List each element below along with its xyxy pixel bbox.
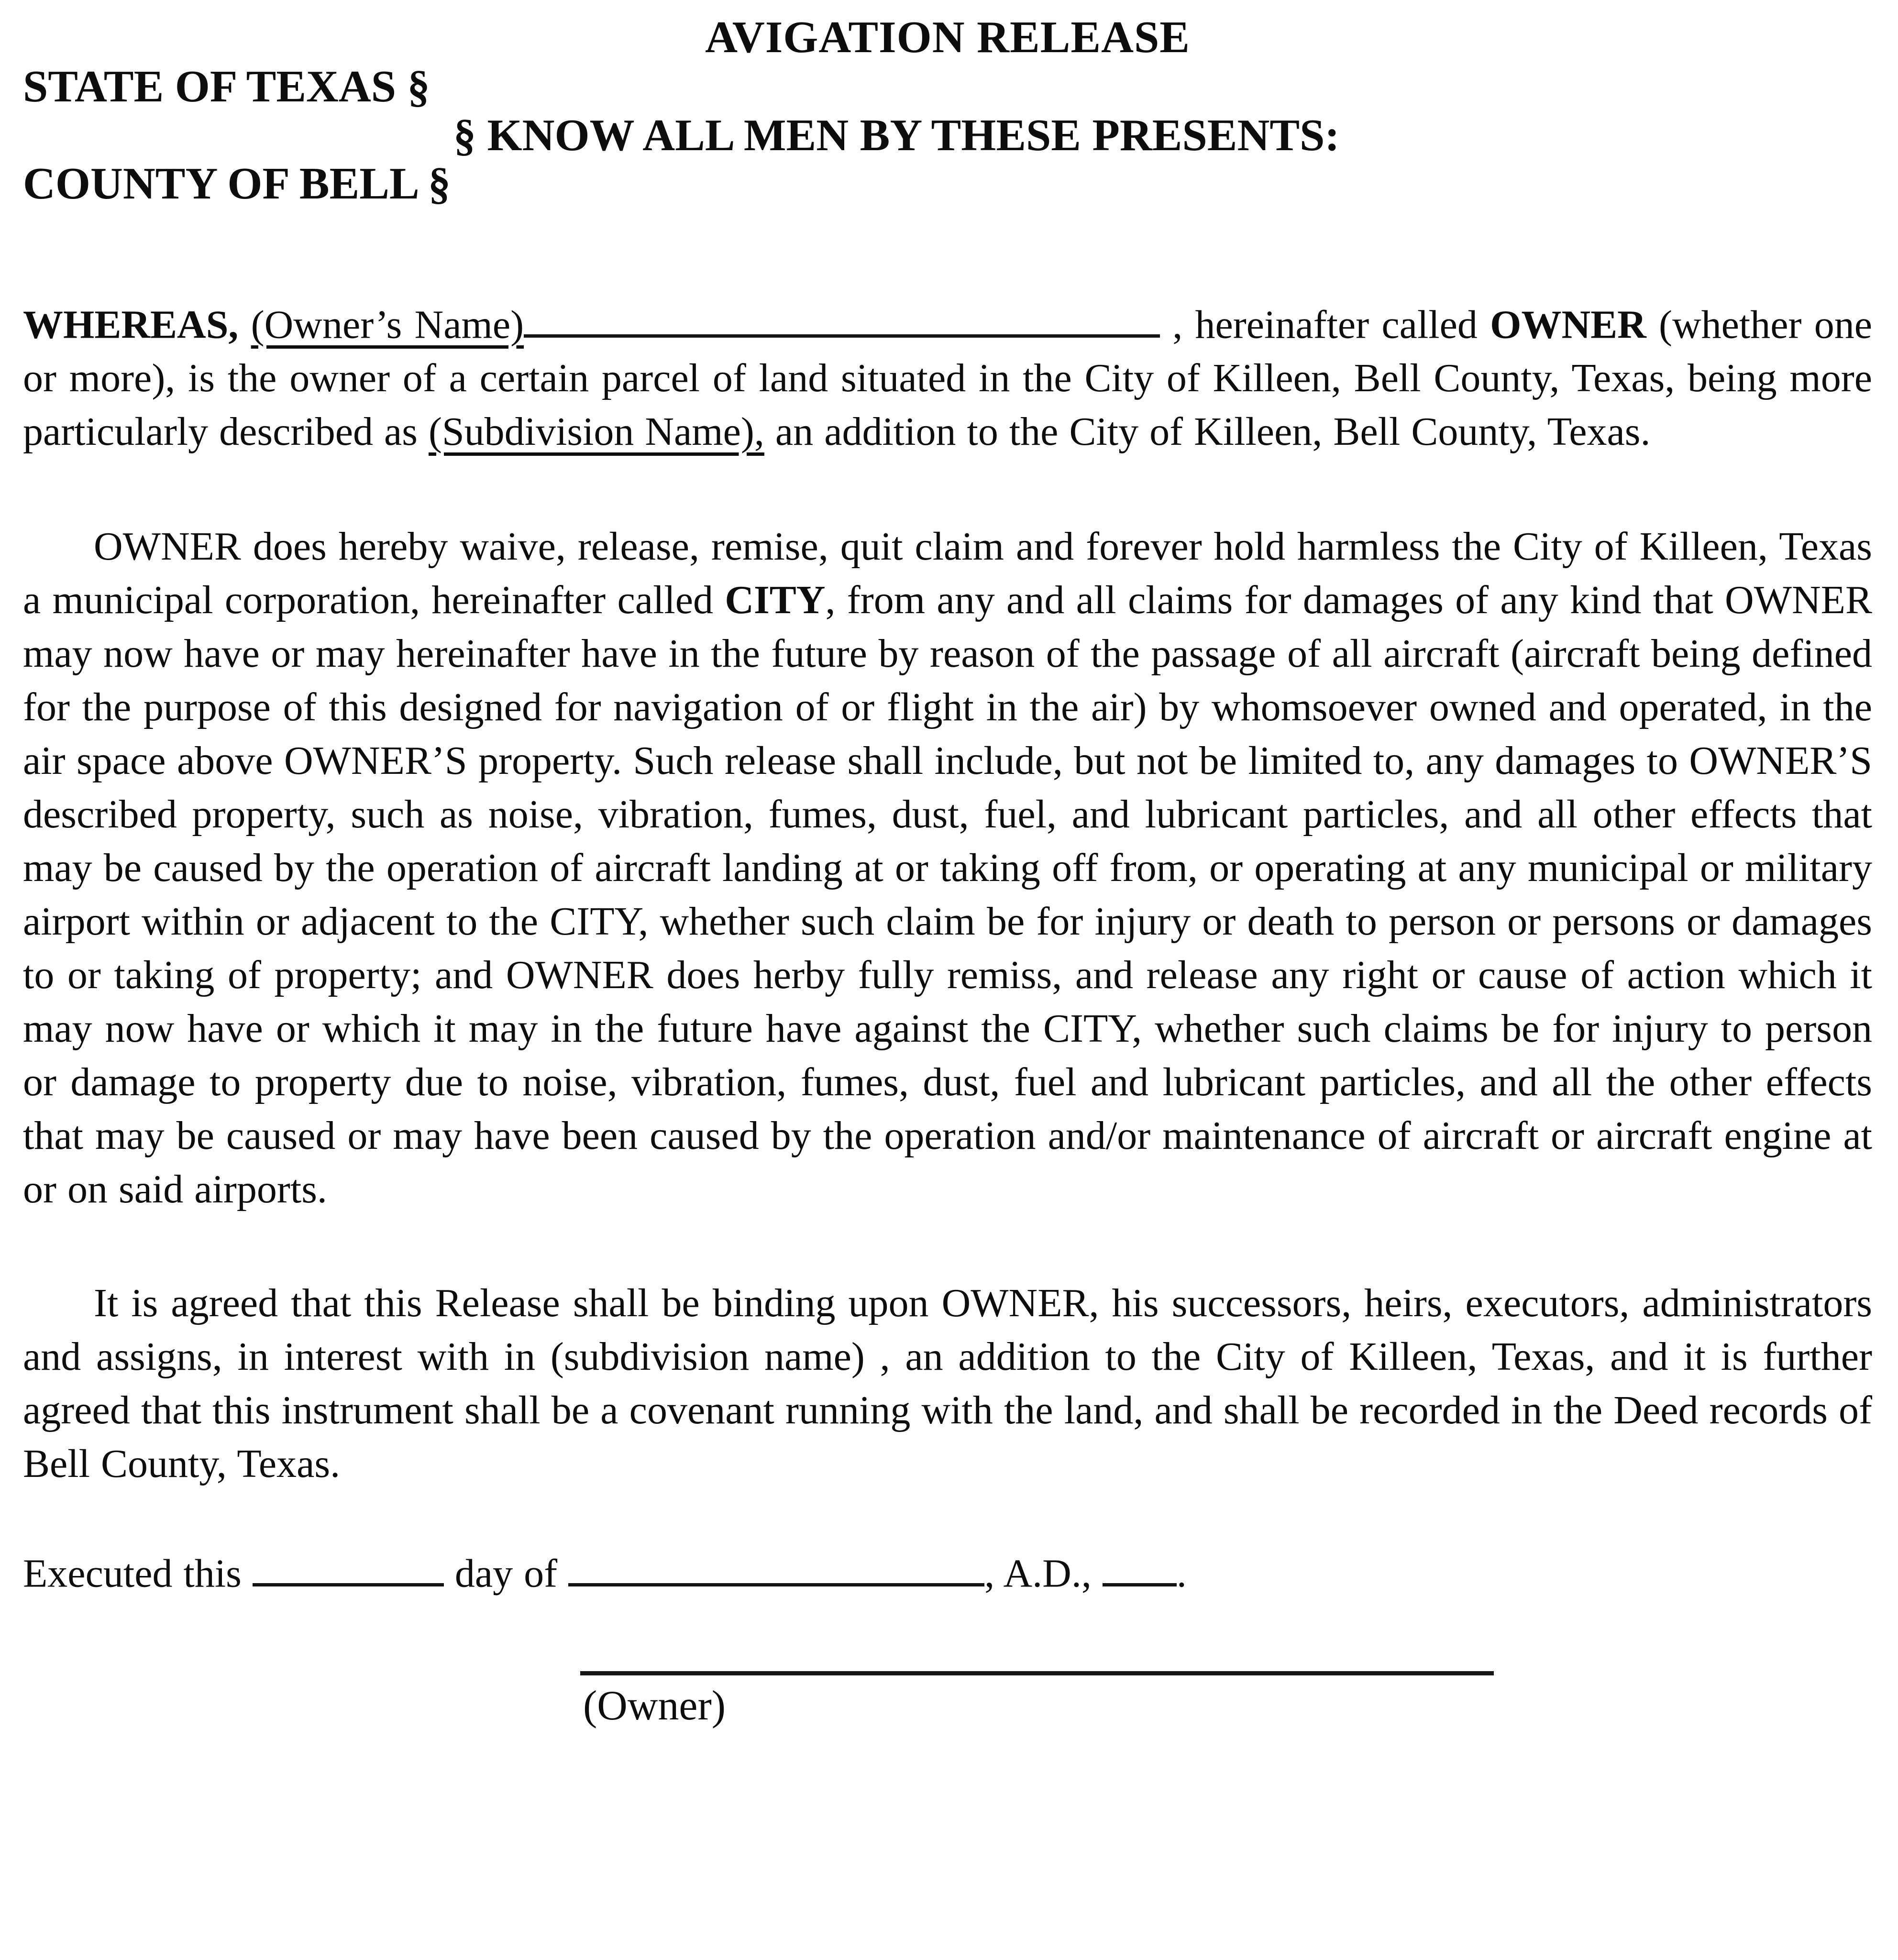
blank-owner-name	[524, 297, 1160, 338]
signature-block	[580, 1671, 1494, 1729]
know-all-men-line: § KNOW ALL MEN BY THESE PRESENTS:	[453, 110, 1340, 160]
blank-day	[253, 1546, 444, 1586]
owner-signature-line	[580, 1671, 1494, 1675]
binding-paragraph: It is agreed that this Release shall be binding upon OWNER, his successors, heirs, executors, administrators and assigns, in interest with in (subdivision name) , an addition to the City of Killeen, Texas, and it is further agreed that this instrument shall be a covenant running with the land, and shall be recorded in the Deed records of Bell County, Texas.	[23, 1281, 1872, 1487]
owner-signature-label: (Owner)	[583, 1683, 726, 1729]
subdivision-name-label: (Subdivision Name),	[428, 409, 764, 454]
blank-year	[1103, 1546, 1177, 1586]
owner-name-label: (Owner’s Name)	[251, 302, 524, 347]
release-paragraph: OWNER does hereby waive, release, remise, quit claim and forever hold harmless the City of Killeen, Texas a municipal corporation, hereinafter called CITY, from any and all claims for damages of any kind that OWNER may now have or may hereinafter have in the future by reason of the passage of all aircraft (aircraft being defined for the purpose of this designed for navigation of or flight in the air) by whomsoever owned and operated, in the air space above OWNER’S property. Such release shall include, but not be limited to, any damages to OWNER’S described property, such as noise, vibration, fumes, dust, fuel, and lubricant particles, and all other effects that may be caused by the operation of aircraft landing at or taking off from, or operating at any municipal or military airport within or adjacent to the CITY, whether such claim be for injury or death to person or persons or damages to or taking of property; and OWNER does herby fully remiss, and release any right or cause of action which it may now have or which it may in the future have against the CITY, whether such claims be for injury to person or damage to property due to noise, vibration, fumes, dust, fuel and lubricant particles, and all the other effects that may be caused or may have been caused by the operation and/or maintenance of aircraft or aircraft engine at or on said airports.	[23, 524, 1873, 1212]
executed-date-line: Executed this day of , A.D., .	[23, 1546, 1872, 1600]
city-keyword: CITY	[725, 578, 826, 623]
whereas-keyword: WHEREAS,	[23, 302, 239, 347]
state-of-texas-line: STATE OF TEXAS §	[23, 62, 430, 112]
whereas-paragraph: WHEREAS, (Owner’s Name) , hereinafter called OWNER (whether one or more), is the owner of a certain parcel of land situated in the City of Killeen, Bell County, Texas, being more particularly described as (Subdivision Name), an addition to the City of Killeen, Bell County, Texas.	[23, 297, 1872, 459]
document-title: AVIGATION RELEASE	[705, 12, 1190, 62]
owner-keyword: OWNER	[1490, 302, 1646, 347]
county-of-bell-line: COUNTY OF BELL §	[23, 159, 451, 209]
blank-month	[568, 1546, 984, 1586]
